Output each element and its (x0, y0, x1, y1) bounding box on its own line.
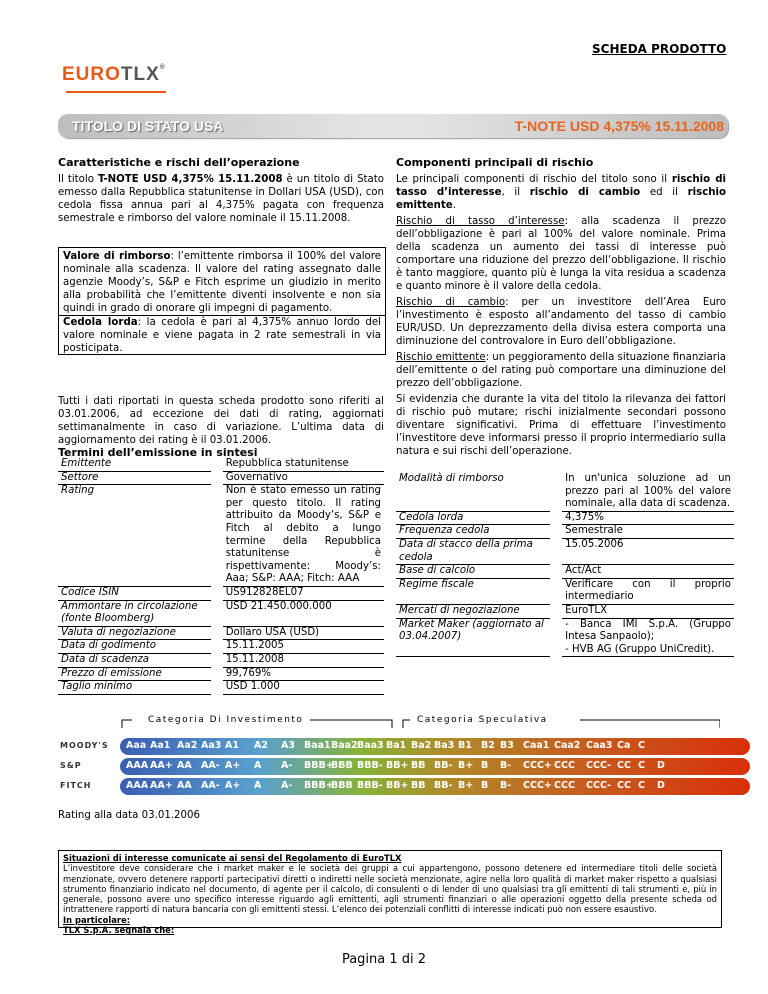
rating-grade: CCC- (586, 760, 612, 771)
terms-gap (211, 667, 223, 681)
conflicts-segnala: TLX S.p.A. segnala che: (63, 925, 175, 936)
terms-row (58, 653, 384, 667)
rating-grade: A- (281, 760, 293, 771)
rating-grade: Caa2 (554, 740, 581, 751)
rating-grade: AA- (201, 780, 220, 791)
rating-grade: CCC+ (523, 760, 552, 771)
rating-grade: BB (411, 760, 426, 771)
risk-intro-b: rischio di tasso d’interesse (396, 174, 726, 198)
intro-pre: Il titolo (58, 174, 98, 185)
rating-grade: D (657, 780, 665, 791)
rating-grade: B- (500, 760, 512, 771)
terms-value: US912828EL07 (223, 586, 384, 600)
rating-grade: Ba3 (434, 740, 455, 751)
rating-grade: A+ (225, 760, 241, 771)
logo-underline (66, 91, 166, 93)
terms-value: Act/Act (562, 565, 734, 579)
terms-row (58, 640, 384, 654)
terms-gap (550, 604, 562, 618)
rating-scale (60, 716, 720, 810)
rating-grade: CCC+ (523, 780, 552, 791)
rating-grade: A1 (225, 740, 239, 751)
risk-intro-c: , il (501, 187, 530, 198)
cedola-label: Cedola lorda (63, 317, 138, 328)
terms-row (58, 600, 384, 626)
terms-value: 4,375% (562, 511, 734, 525)
page-number: Pagina 1 di 2 (341, 952, 427, 967)
rating-grade: BB (411, 780, 426, 791)
terms-row (396, 538, 734, 564)
terms-value: EuroTLX (562, 604, 734, 618)
rating-grade: CC (617, 760, 631, 771)
risk-intro (396, 173, 726, 212)
speculative-grade-label: Categoria Speculativa (417, 715, 548, 725)
terms-key: Taglio minimo (58, 681, 211, 695)
rimborso-text (63, 250, 381, 315)
terms-key: Prezzo di emissione (58, 667, 211, 681)
fx-risk-label: Rischio di cambio (396, 297, 506, 308)
terms-key: Modalità di rimborso (396, 473, 550, 511)
rating-grade: Caa1 (523, 740, 550, 751)
right-heading: Componenti principali di rischio (396, 156, 594, 169)
rating-grade: BBB- (357, 760, 383, 771)
terms-key: Market Maker (aggiornato al 03.04.2007) (396, 618, 550, 657)
rating-grade: BBB (331, 780, 353, 791)
terms-row (396, 511, 734, 525)
terms-row (396, 525, 734, 539)
product-category: TITOLO DI STATO USA (72, 118, 224, 134)
terms-gap (211, 653, 223, 667)
rating-grade: Ba1 (386, 740, 407, 751)
terms-gap (211, 640, 223, 654)
terms-gap (211, 458, 223, 471)
terms-value: 15.05.2006 (562, 538, 734, 564)
terms-value: Governativo (223, 471, 384, 485)
rating-grade: C (638, 760, 645, 771)
rating-grade: Aa2 (177, 740, 198, 751)
intro-paragraph (58, 173, 384, 225)
intro-bold: T-NOTE USD 4,375% 15.11.2008 (97, 174, 283, 185)
rating-grade: Ba2 (411, 740, 432, 751)
rating-grade: CCC (554, 780, 575, 791)
rating-grade: BB+ (386, 780, 409, 791)
rating-grade: BB+ (386, 760, 409, 771)
rating-grade: Baa3 (357, 740, 384, 751)
rating-grade: Baa1 (304, 740, 331, 751)
cedola-body: : la cedola è pari al 4,375% annuo lordo del valore nominale e viene pagata in 2 rate semestrali in via posticipata. (63, 317, 381, 354)
rating-grade: D (657, 760, 665, 771)
data-note: Tutti i dati riportati in questa scheda prodotto sono riferiti al 03.01.2006, ad eccezione dei dati di rating, aggiornati settimanalmente in caso di variazione. L’ultima data di aggiornamento dei rating è il 03.01.2006. (58, 396, 384, 446)
risk-components (396, 173, 726, 458)
issuer-risk-body: : un peggioramento della situazione finanziaria dell’emittente o del rating può comportare una diminuzione del prezzo dell’obbligazione. (396, 352, 727, 389)
product-name: T-NOTE USD 4,375% 15.11.2008 (514, 118, 724, 134)
terms-value: Non è stato emesso un rating per questo titolo. Il rating attribuito da Moody’s, S&P e Fitch al debito a lungo termine della Repubblica statunitense è rispettivamente: Moody’s: Aaa; S&P: AAA; Fitch: AAA (223, 485, 384, 587)
rating-grade: B- (500, 780, 512, 791)
left-heading: Caratteristiche e rischi dell’operazione (58, 156, 300, 169)
terms-gap (550, 473, 562, 511)
terms-value: USD 1.000 (223, 681, 384, 695)
terms-left-table (58, 458, 384, 695)
rating-agency-label: FITCH (60, 781, 92, 790)
conflicts-heading: Situazioni di interesse comunicate ai sensi del Regolamento di EuroTLX (63, 853, 402, 863)
terms-row (58, 471, 384, 485)
rating-grade: CCC- (586, 780, 612, 791)
terms-gap (550, 565, 562, 579)
rating-grade: BBB+ (304, 780, 334, 791)
terms-value: Semestrale (562, 525, 734, 539)
conflicts-in-particolare: In particolare: (63, 914, 131, 925)
terms-key: Data di scadenza (58, 653, 211, 667)
terms-key: Data di godimento (58, 640, 211, 654)
rating-grade: B+ (458, 760, 474, 771)
terms-key: Regime fiscale (396, 578, 550, 604)
rating-agency-label: MOODY'S (60, 741, 109, 750)
terms-row (58, 626, 384, 640)
terms-value: 15.11.2008 (223, 653, 384, 667)
terms-gap (550, 618, 562, 657)
rating-grade: C (638, 740, 645, 751)
rate-risk (396, 215, 726, 293)
rating-grade: AAA (126, 780, 149, 791)
terms-key: Ammontare in circolazione (fonte Bloomberg) (58, 600, 211, 626)
terms-heading: Termini dell’emissione in sintesi (58, 446, 258, 459)
intro-post: è un titolo di Stato emesso dalla Repubblica statunitense in Dollari USA (USD), con cedola fissa annua pari al 4,375% pagata con frequenza semestrale e rimborso del valore nominale il 15.11.2008. (58, 174, 385, 224)
conflicts-body: L’investitore deve considerare che i market maker e le società dei gruppi a cui appartengono, possono detenere ed intermediare titoli delle società menzionate, ovvero detenere rapporti partecipativi diretti o indiretti nelle società menzionate, agire nella loro qualità di market maker rispetto a qualsiasi strumento finanziario indicato nel documento, di agente per il calcolo, di consulenti o di lender di uno qualsiasi tra gli emittenti di tali strumenti e, più in generale, possono avere uno specifico interesse riguardo agli emittenti, agli strumenti finanziari o alle operazioni oggetto della presente scheda od intrattenere rapporti di natura bancaria con gli emittenti stessi. L’elenco dei potenziali conflitti di interesse indicati può non essere esaustivo. (63, 863, 717, 915)
terms-gap (211, 600, 223, 626)
rating-grade: Aa3 (201, 740, 222, 751)
terms-key: Rating (58, 485, 211, 587)
terms-key: Base di calcolo (396, 565, 550, 579)
rating-grade: A (254, 760, 262, 771)
terms-gap (211, 471, 223, 485)
rating-grade: Caa3 (586, 740, 613, 751)
terms-row (58, 667, 384, 681)
rating-grade: B2 (481, 740, 495, 751)
rating-grade: Aa1 (150, 740, 171, 751)
fx-risk (396, 296, 726, 348)
logo-reg: ® (159, 64, 166, 71)
issuer-risk (396, 351, 726, 390)
rating-grade: B (481, 780, 489, 791)
risk-intro-f: rischio emittente (396, 187, 726, 211)
conflicts-box (58, 850, 722, 936)
rating-grade: Baa2 (331, 740, 358, 751)
rating-grade: B (481, 760, 489, 771)
terms-right-table (396, 473, 742, 657)
terms-value: Dollaro USA (USD) (223, 626, 384, 640)
rating-grade: CCC (554, 760, 575, 771)
cedola-text (59, 315, 385, 355)
logo-tlx: TLX (120, 64, 160, 85)
rating-date-note: Rating alla data 03.01.2006 (58, 810, 200, 821)
rating-grade: Ca (617, 740, 631, 751)
terms-key: Settore (58, 471, 211, 485)
rating-grade: A (254, 780, 262, 791)
investment-grade-label: Categoria Di Investimento (148, 715, 304, 725)
rating-grade: AA+ (150, 780, 173, 791)
document-type-title: SCHEDA PRODOTTO (592, 42, 727, 56)
terms-key: Cedola lorda (396, 511, 550, 525)
rating-grade: A+ (225, 780, 241, 791)
rating-grade: C (638, 780, 645, 791)
rating-grade: B3 (500, 740, 514, 751)
terms-key: Valuta di negoziazione (58, 626, 211, 640)
terms-row (396, 565, 734, 579)
terms-value: In un'unica soluzione ad un prezzo pari al 100% del valore nominale, alla data di scadenza. (562, 473, 734, 511)
rating-grade: A2 (254, 740, 268, 751)
terms-gap (211, 681, 223, 695)
risk-intro-a: Le principali componenti di rischio del titolo sono il (396, 174, 672, 185)
rating-agency-label: S&P (60, 761, 82, 770)
rating-grade: A3 (281, 740, 295, 751)
inv-bracket-left (122, 720, 132, 728)
risk-intro-e: ed il (640, 187, 688, 198)
terms-key: Codice ISIN (58, 586, 211, 600)
terms-gap (211, 586, 223, 600)
inv-bracket-right (310, 720, 392, 728)
rating-grade: AA (177, 760, 192, 771)
terms-row (58, 681, 384, 695)
rimborso-body: : l’emittente rimborsa il 100% del valore nominale alla scadenza. Il valore del rating assegnato dalle agenzie Moody’s, S&P e Fitch esprime un giudizio in merito alla probabilità che l’emittente diventi insolvente e non sia quindi in grado di onorare gli impegni di pagamento. (63, 251, 381, 314)
rating-grade: BBB (331, 760, 353, 771)
terms-key: Data di stacco della prima cedola (396, 538, 550, 564)
logo-euro: EURO (62, 64, 121, 85)
terms-row (396, 618, 734, 657)
terms-row (396, 578, 734, 604)
rating-grade: Aaa (126, 740, 147, 751)
terms-key: Emittente (58, 458, 211, 471)
terms-gap (211, 626, 223, 640)
rating-grade: AA (177, 780, 192, 791)
terms-value: - Banca IMI S.p.A. (Gruppo Intesa Sanpaolo); - HVB AG (Gruppo UniCredit). (562, 618, 734, 657)
terms-row (58, 458, 384, 471)
rating-grade: CC (617, 780, 631, 791)
spec-bracket-right (580, 720, 720, 728)
terms-key: Mercati di negoziazione (396, 604, 550, 618)
terms-row (396, 473, 734, 511)
terms-value: 99,769% (223, 667, 384, 681)
rating-grade: B1 (458, 740, 472, 751)
rating-grade: A- (281, 780, 293, 791)
rating-grade: AA- (201, 760, 220, 771)
rimborso-label: Valore di rimborso (63, 251, 171, 262)
rating-grade: BBB+ (304, 760, 334, 771)
rating-grade: BBB- (357, 780, 383, 791)
risk-warning: Si evidenzia che durante la vita del titolo la rilevanza dei fattori di rischio può mutare; rischi inizialmente secondari possono diventare significativi. Prima di effettuare l’investimento l’investitore deve informarsi presso il proprio intermediario sulla natura e sui rischi dell’operazione. (396, 394, 726, 457)
terms-value: USD 21.450.000.000 (223, 600, 384, 626)
spec-bracket-left (403, 720, 410, 728)
fx-risk-body: : per un investitore dell’Area Euro l’investimento è esposto all’andamento del tasso di cambio EUR/USD. Un deprezzamento della divisa estera comporta una diminuzione del controvalore in Euro dell’obbligazione. (396, 297, 726, 347)
terms-value: 15.11.2005 (223, 640, 384, 654)
rating-grade: AA+ (150, 760, 173, 771)
rating-grade: AAA (126, 760, 149, 771)
rating-grade: BB- (434, 760, 453, 771)
terms-gap (550, 511, 562, 525)
rimborso-box (58, 247, 386, 355)
terms-gap (550, 525, 562, 539)
rating-grade: B+ (458, 780, 474, 791)
eurotlx-logo (62, 60, 174, 94)
terms-key: Frequenza cedola (396, 525, 550, 539)
rate-risk-label: Rischio di tasso d’interesse (396, 216, 565, 227)
terms-row (396, 604, 734, 618)
terms-gap (550, 538, 562, 564)
rating-grade: BB- (434, 780, 453, 791)
terms-gap (550, 578, 562, 604)
terms-row (58, 485, 384, 587)
rate-risk-body: : alla scadenza il prezzo dell’obbligazione è pari al 100% del valore nominale. Prima della scadenza un aumento dei tassi di interesse può comportare una riduzione del prezzo dell’obbligazione. Il rischio è tanto maggiore, quanto più è lunga la vita residua a scadenza e quanto minore è il valore della cedola. (396, 216, 726, 292)
terms-value: Repubblica statunitense (223, 458, 384, 471)
terms-row (58, 586, 384, 600)
terms-gap (211, 485, 223, 587)
terms-value: Verificare con il proprio intermediario (562, 578, 734, 604)
risk-intro-g: . (452, 200, 456, 211)
risk-intro-d: rischio di cambio (529, 187, 641, 198)
issuer-risk-label: Rischio emittente (396, 352, 486, 363)
